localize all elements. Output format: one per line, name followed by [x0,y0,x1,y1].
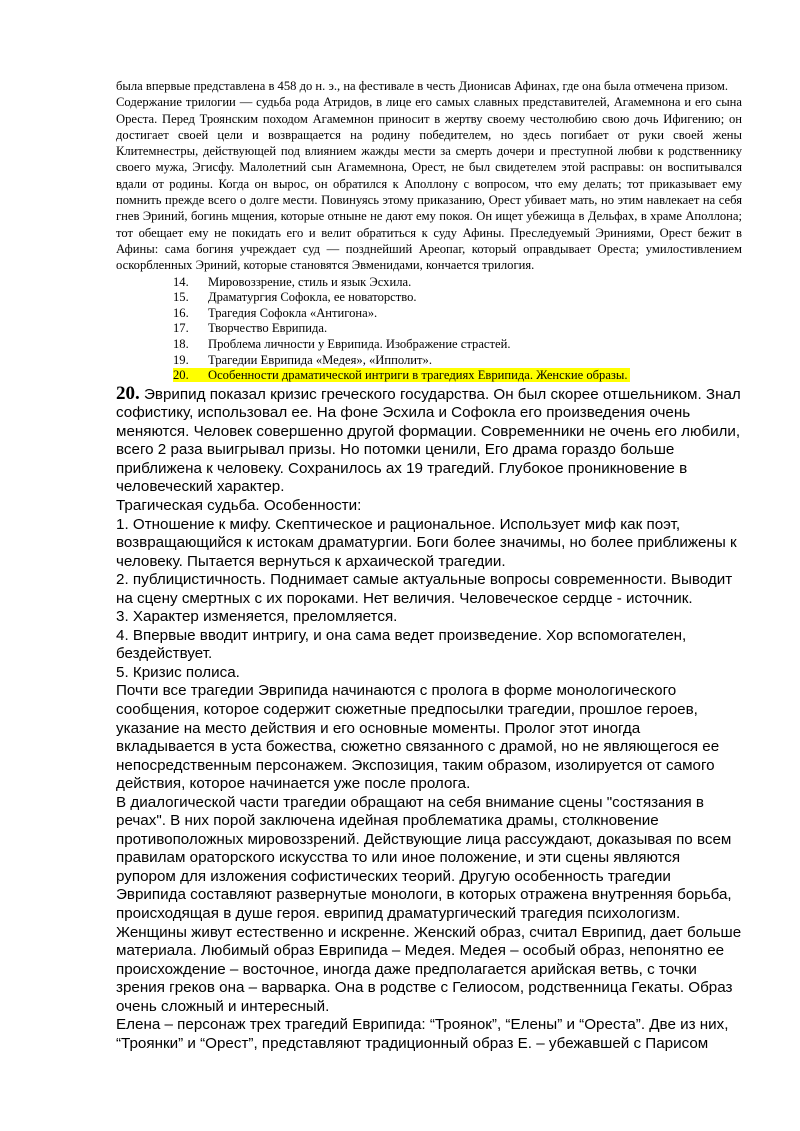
answer-paragraph: 4. Впервые вводит интригу, и она сама ведет произведение. Хор вспомогателен, бездействует. [116,626,687,663]
question-item [116,306,742,322]
question-number: 16. [173,305,189,320]
answer-paragraph: Женщины живут естественно и искренне. Женский образ, считал Еврипид, дает больше материала. Любимый образ Еврипида – Медея. Медея – особый образ, непонятно ее происхождение – восточное, иногда даже предполагается арийская ветвь, с точки зрения греков она – варварка. Она в родстве с Гелиосом, родственница Гекаты. Образ очень сложный и интересный. [116,923,742,1015]
question-number: 15. [173,290,189,305]
highlight-marker [173,368,630,382]
answer-paragraph: Почти все трагедии Эврипида начинаются с пролога в форме монологического сообщения, которое содержит сюжетные предпосылки трагедии, прошлое героев, указание на место действия и его основные моменты. Пролог этот иногда вкладывается в уста божества, сюжетно связанного с драмой, но не являющегося ее непосредственным персонажем. Экспозиция, таким образом, изолируется от самого действия, которое начинается уже после пролога. [116,682,720,793]
question-number: 20. [173,368,189,383]
question-item [116,321,742,337]
answer-paragraph [116,382,742,497]
answer-paragraph: 5. Кризис полиса. [116,663,240,681]
question-text: Творчество Еврипида. [208,321,328,336]
question-text: Драматургия Софокла, ее новаторство. [208,290,417,305]
answer-paragraph: 3. Характер изменяется, преломляется. [116,608,398,626]
document-page [116,78,742,1053]
answer-section [116,382,742,1054]
question-text: Особенности драматической интриги в трагедиях Еврипида. Женские образы. [208,368,628,383]
answer-paragraph: В диалогической части трагедии обращают на себя внимание сцены "состязания в речах". В них порой заключена идейная проблематика драмы, столкновение противоположных мировоззрений. Действующие лица рассуждают, доказывая по всем правилам ораторского искусства то или иное положение, и эти сцены являются рупором для изложения софистических теорий. Другую особенность трагедии Эврипида составляют развернутые монологи, в которых отражена внутренняя борьба, происходящая в душе героя. еврипид драматургический трагедия психологизм. [116,793,732,923]
answer-paragraph: Елена – персонаж трех трагедий Еврипида: “Троянок”, “Елены” и “Ореста”. Две из них, “Троянки” и “Орест”, представляют традиционный образ Е. – убежавшей с Парисом [116,1016,729,1052]
answer-paragraph: 1. Отношение к мифу. Скептическое и рациональное. Использует миф как поэт, возвращающийся к истокам драматургии. Боги более значимы, но более приближены к человеку. Пытается вернуться к архаической трагедии. [116,515,737,570]
question-item [116,353,742,369]
question-item [116,337,742,353]
trilogy-summary-paragraph: Содержание трилогии — судьба рода Атридов, в лице его самых славных представителей, Агамемнона и его сына Ореста. Перед Троянским походом Агамемнон приносит в жертву своему честолюбию свою дочь Ифигению; он достигает своей цели и возвращается на родину победителем, но здесь погибает от руки своей жены Клитемнестры, действующей под влиянием жажды мести за смерть дочери и преступной любви к родственнику своего мужа, Эгисфу. Малолетний сын Агамемнона, Орест, не был свидетелем этой расправы: он воспитывался вдали от родины. Когда он вырос, он обратился к Аполлону с вопросом, что ему делать; тот приказывает ему помнить прежде всего о долге мести. Повинуясь этому приказанию, Орест убивает мать, но этим навлекает на себя гнев Эриний, богинь мщения, которые отныне не дают ему покоя. Он ищет убежища в Дельфах, в храме Аполлона; тот обещает ему не покидать его и велит обратиться к суду Афины. Преследуемый Эриниями, Орест бежит в Афины: сама богиня учреждает суд — позднейший Ареопаг, который оправдывает Ореста; умилостивлением оскорбленных Эриний, которые становятся Эвменидами, кончается трилогия. [116,95,742,273]
question-text: Проблема личности у Еврипида. Изображение страстей. [208,336,511,351]
question-item [116,290,742,306]
question-text: Трагедии Еврипида «Медея», «Ипполит». [208,352,432,367]
answer-number: 20. [116,382,140,404]
question-list [116,275,742,384]
question-item [116,275,742,291]
answer-paragraph: 2. публицистичность. Поднимает самые актуальные вопросы современности. Выводит на сцену смертных с их пороками. Нет величия. Человеческое сердце - источник. [116,571,733,607]
question-text: Трагедия Софокла «Антигона». [208,305,378,320]
answer-paragraph: Трагическая судьба. Особенности: [116,497,362,514]
question-text: Мировоззрение, стиль и язык Эсхила. [208,274,412,289]
answer-intro-text: Эврипид показал кризис греческого государства. Он был скорее отшельником. Знал софистику, использовал ее. На фоне Эсхила и Софокла его произведения очень меняются. Человек совершенно другой формации. Современники не очень его любили, всего 2 раза выигрывал призы. Но потомки ценили, Его драма гораздо больше приближена к человеку. Сохранилось ах 19 трагедий. Глубокое проникновение в человеческий характер. [116,385,741,496]
intro-section [116,78,742,274]
question-item-highlighted [116,368,630,384]
question-number: 14. [173,274,189,289]
question-number: 18. [173,336,189,351]
intro-paragraph: была впервые представлена в 458 до н. э., на фестивале в честь Дионисав Афинах, где она была отмечена призом. [116,79,728,93]
question-number: 19. [173,352,189,367]
question-number: 17. [173,321,189,336]
